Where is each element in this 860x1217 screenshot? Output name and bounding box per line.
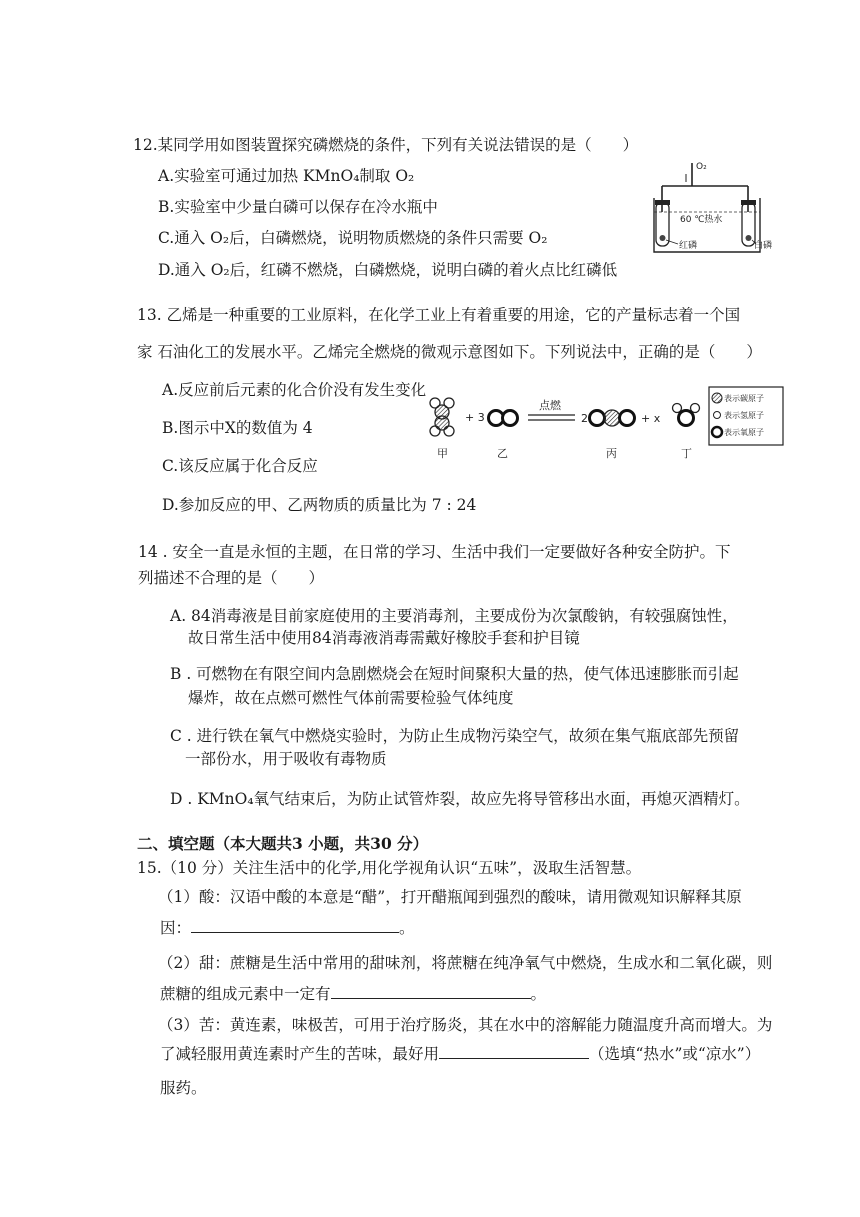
q12-option-b: B.实验室中少量白磷可以保存在冷水瓶中 [158,198,438,216]
q14-option-b-line2: 爆炸，故在点燃可燃性气体前需要检验气体纯度 [188,689,514,707]
q13-stem-line1: 13. 乙烯是一种重要的工业原料，在化学工业上有着重要的用途，它的产量标志着一个国 [137,306,741,324]
q15-part1-answer-blank[interactable] [191,918,399,933]
section2-heading: 二、填空题（本大题共3 小题，共30 分） [137,834,429,853]
q15-part3-line2: 了减轻服用黄连素时产生的苦味，最好用 （选填“热水”或“凉水”） [160,1045,761,1063]
q13-label-yi: 乙 [497,447,508,460]
q13-coef-c: 2 [581,412,588,425]
q14-stem-line2: 列描述不合理的是（ ） [138,569,325,587]
q13-option-b: B.图示中X的数值为 4 [162,419,313,437]
q12-option-c: C.通入 O₂后，白磷燃烧，说明物质燃烧的条件只需要 O₂ [158,229,548,247]
q15-part1-line1: （1）酸：汉语中酸的本意是“醋”，打开醋瓶闻到强烈的酸味，请用微观知识解释其原 [158,888,742,906]
legend-oxygen: 表示氧原子 [724,428,764,437]
q15-stem: 15.（10 分）关注生活中的化学,用化学视角认识“五味”，汲取生活智慧。 [137,859,642,877]
q13-coef-d: + x [641,412,661,425]
molecule-yi [489,411,518,426]
q14-option-d: D . KMnO₄氧气结束后，为防止试管炸裂，故应先将导管移出水面，再熄灭酒精灯。 [170,790,750,808]
q12-option-d: D.通入 O₂后，红磷不燃烧，白磷燃烧，说明白磷的着火点比红磷低 [158,261,618,279]
q12-stem: 12.某同学用如图装置探究磷燃烧的条件，下列有关说法错误的是（ ） [133,136,639,154]
legend-hydrogen: 表示氢原子 [724,411,764,420]
q15-part2-line1: （2）甜：蔗糖是生活中常用的甜味剂，将蔗糖在纯净氧气中燃烧，生成水和二氧化碳，则 [158,954,773,972]
q13-label-jia: 甲 [437,447,448,460]
q12-red-phosphorus-label: 红磷 [679,241,698,251]
q14-option-a-line1: A. 84消毒液是目前家庭使用的主要消毒剂，主要成份为次氯酸钠，有较强腐蚀性， [170,607,738,625]
q13-reaction-figure [425,385,785,465]
q13-condition: 点燃 [539,399,561,412]
q12-gas-label: O₂ [696,162,707,172]
q14-option-b-line1: B . 可燃物在有限空间内急剧燃烧会在短时间聚积大量的热，使气体迅速膨胀而引起 [170,665,739,683]
q15-part3-line3: 服药。 [160,1079,207,1097]
legend-carbon: 表示碳原子 [724,394,764,403]
q15-part1-line2: 因： 。 [160,919,415,937]
q15-part2-answer-blank[interactable] [331,984,531,999]
q14-stem-line1: 14 . 安全一直是永恒的主题，在日常的学习、生活中我们一定要做好各种安全防护。下 [138,543,731,561]
molecule-ding [673,404,700,426]
q13-coef-b: + 3 [465,411,485,424]
q13-option-d: D.参加反应的甲、乙两物质的质量比为 7 : 24 [162,496,477,514]
q15-part3-line1: （3）苦：黄连素，味极苦，可用于治疗肠炎，其在水中的溶解能力随温度升高而增大。为 [158,1016,773,1034]
q12-white-phosphorus-label: 白磷 [754,241,773,251]
q13-option-a: A.反应前后元素的化合价没有发生变化 [162,381,427,399]
q12-apparatus-figure [650,160,775,260]
q15-part3-answer-blank[interactable] [439,1044,589,1059]
q13-stem-line2: 家 石油化工的发展水平。乙烯完全燃烧的微观示意图如下。下列说法中，正确的是（ ） [137,343,762,361]
q14-option-c-line2: 一部份水，用于吸收有毒物质 [185,750,387,768]
q14-option-a-line2: 故日常生活中使用84消毒液消毒需戴好橡胶手套和护目镜 [188,629,580,647]
q13-label-bing: 丙 [606,447,617,460]
q12-option-a: A.实验室可通过加热 KMnO₄制取 O₂ [158,167,415,185]
molecule-jia [430,398,454,436]
molecule-bing [590,410,635,426]
q12-water-label: 60 ℃热水 [680,215,723,225]
q13-label-ding: 丁 [681,447,692,460]
q13-legend [709,387,783,445]
q13-option-c: C.该反应属于化合反应 [162,457,318,475]
q15-part2-line2: 蔗糖的组成元素中一定有 。 [160,985,547,1003]
q14-option-c-line1: C . 进行铁在氧气中燃烧实验时，为防止生成物污染空气，故须在集气瓶底部先预留 [170,727,740,745]
